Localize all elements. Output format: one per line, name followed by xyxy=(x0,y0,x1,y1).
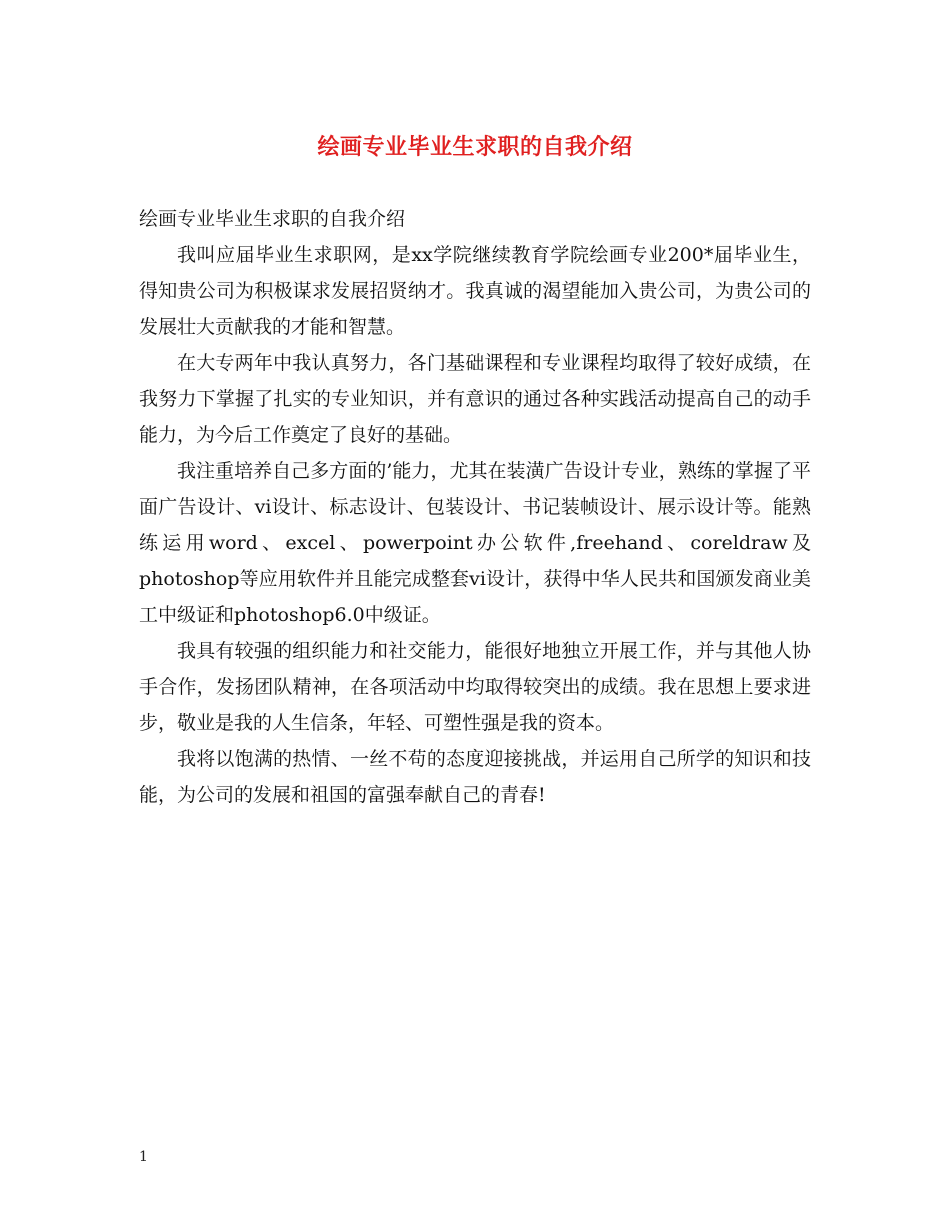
paragraph-abilities: 我具有较强的组织能力和社交能力，能很好地独立开展工作，并与其他人协手合作，发扬团队精神，在各项活动中均取得较突出的成绩。我在思想上要求进步，敬业是我的人生信条，年轻、可塑性强是我的资本。 xyxy=(139,640,811,734)
paragraph-closing: 我将以饱满的热情、一丝不苟的态度迎接挑战，并运用自己所学的知识和技能，为公司的发展和祖国的富强奉献自己的青春! xyxy=(139,748,811,806)
document-title: 绘画专业毕业生求职的自我介绍 xyxy=(317,135,633,160)
page-number: 1 xyxy=(139,1149,148,1165)
document-body xyxy=(139,201,811,813)
paragraph-skills: 我注重培养自己多方面的’能力，尤其在装潢广告设计专业，熟练的掌握了平面广告设计、vi设计、标志设计、包装设计、书记装帧设计、展示设计等。能熟练运用word、excel、powerpoint办公软件,freehand、coreldraw及photoshop等应用软件并且能完成整套vi设计，获得中华人民共和国颁发商业美工中级证和photoshop6.0中级证。 xyxy=(139,460,811,626)
paragraph-study: 在大专两年中我认真努力，各门基础课程和专业课程均取得了较好成绩，在我努力下掌握了扎实的专业知识，并有意识的通过各种实践活动提高自己的动手能力，为今后工作奠定了良好的基础。 xyxy=(139,352,811,446)
document-subtitle: 绘画专业毕业生求职的自我介绍 xyxy=(139,208,406,230)
paragraph-intro: 我叫应届毕业生求职网，是xx学院继续教育学院绘画专业200*届毕业生，得知贵公司为积极谋求发展招贤纳才。我真诚的渴望能加入贵公司，为贵公司的发展壮大贡献我的才能和智慧。 xyxy=(139,244,811,338)
